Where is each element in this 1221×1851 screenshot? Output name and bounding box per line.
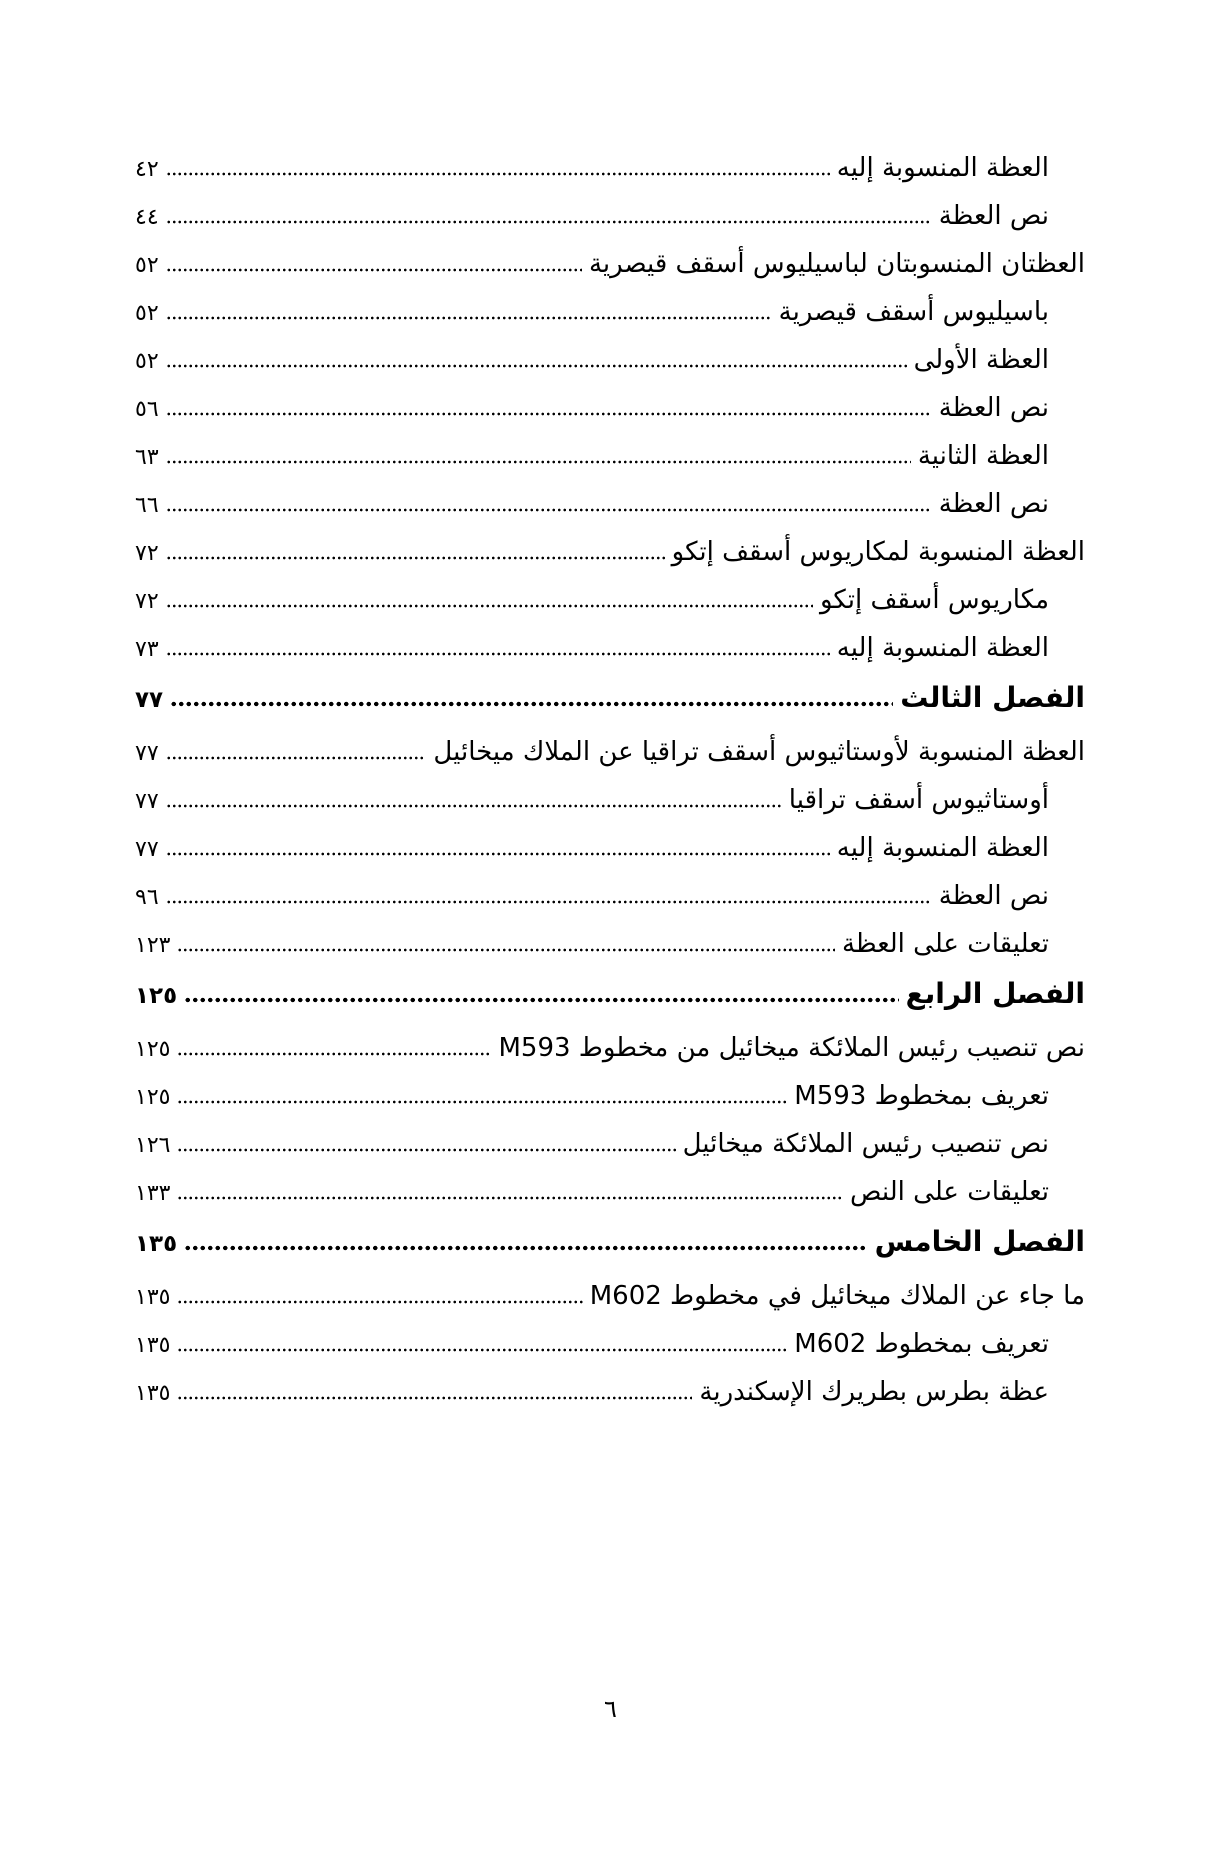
toc-entry-page-number: ٧٣ — [135, 637, 159, 662]
toc-entry-subitem — [135, 488, 1085, 536]
toc-entry-page-number: ٥٢ — [135, 301, 159, 326]
toc-entry-item — [135, 736, 1085, 784]
toc-entry-page-number: ٦٣ — [135, 445, 159, 470]
toc-entry-subitem — [135, 296, 1085, 344]
dotted-leader — [184, 997, 899, 1003]
toc-entry-subitem — [135, 1328, 1085, 1376]
toc-entry-title: تعريف بمخطوط M602 — [794, 1329, 1049, 1359]
toc-entry-subitem — [135, 344, 1085, 392]
toc-entry-title: العظتان المنسوبتان لباسيليوس أسقف قيصرية — [588, 249, 1085, 279]
toc-entry-chapter — [135, 680, 1085, 736]
toc-entry-page-number: ١٣٥ — [135, 1333, 171, 1358]
toc-entry-subitem — [135, 1128, 1085, 1176]
toc-entry-subitem — [135, 200, 1085, 248]
footer-page-number: ٦ — [604, 1695, 617, 1723]
dotted-leader — [170, 701, 893, 707]
dotted-leader — [166, 852, 830, 856]
toc-entry-title: الفصل الثالث — [900, 681, 1085, 714]
dotted-leader — [177, 1300, 582, 1304]
toc-entry-page-number: ٤٢ — [135, 157, 159, 182]
toc-entry-page-number: ٧٧ — [135, 687, 164, 713]
toc-entry-page-number: ٦٦ — [135, 493, 159, 518]
toc-entry-title: نص تنصيب رئيس الملائكة ميخائيل — [682, 1129, 1049, 1159]
dotted-leader — [166, 268, 582, 272]
toc-entry-title: العظة المنسوبة لمكاريوس أسقف إتكو — [671, 537, 1085, 567]
toc-entry-title: نص العظة — [938, 201, 1049, 231]
toc-entry-title: تعليقات على العظة — [841, 929, 1049, 959]
toc-entry-item — [135, 1280, 1085, 1328]
toc-entry-page-number: ١٣٥ — [135, 1285, 171, 1310]
table-of-contents — [135, 152, 1085, 1424]
toc-entry-subitem — [135, 880, 1085, 928]
toc-entry-title: العظة الثانية — [917, 441, 1049, 471]
toc-entry-title: مكاريوس أسقف إتكو — [819, 585, 1049, 615]
toc-entry-title: العظة الأولى — [913, 345, 1049, 375]
toc-entry-subitem — [135, 784, 1085, 832]
toc-entry-title: باسيليوس أسقف قيصرية — [778, 297, 1049, 327]
toc-entry-item — [135, 536, 1085, 584]
toc-entry-title: تعليقات على النص — [850, 1177, 1049, 1207]
toc-entry-title: نص العظة — [938, 881, 1049, 911]
dotted-leader — [166, 900, 932, 904]
dotted-leader — [166, 556, 665, 560]
toc-entry-item — [135, 1032, 1085, 1080]
toc-entry-subitem — [135, 152, 1085, 200]
toc-entry-page-number: ٥٢ — [135, 349, 159, 374]
toc-entry-title: العظة المنسوبة لأوستاثيوس أسقف تراقيا عن الملاك ميخائيل — [433, 737, 1085, 767]
toc-entry-page-number: ١٣٥ — [135, 1231, 178, 1257]
toc-entry-title: نص العظة — [938, 489, 1049, 519]
toc-entry-title: نص تنصيب رئيس الملائكة ميخائيل من مخطوط M593 — [498, 1033, 1085, 1063]
toc-entry-page-number: ٧٢ — [135, 589, 159, 614]
toc-entry-title: العظة المنسوبة إليه — [836, 153, 1049, 183]
toc-entry-subitem — [135, 1176, 1085, 1224]
toc-entry-subitem — [135, 392, 1085, 440]
dotted-leader — [166, 460, 911, 464]
toc-entry-page-number: ٧٧ — [135, 837, 159, 862]
dotted-leader — [177, 948, 834, 952]
toc-entry-subitem — [135, 440, 1085, 488]
dotted-leader — [166, 220, 932, 224]
dotted-leader — [177, 1052, 491, 1056]
toc-entry-page-number: ٥٢ — [135, 253, 159, 278]
dotted-leader — [166, 172, 830, 176]
toc-entry-chapter — [135, 976, 1085, 1032]
toc-entry-page-number: ١٣٥ — [135, 1381, 171, 1406]
toc-entry-page-number: ٥٦ — [135, 397, 159, 422]
dotted-leader — [177, 1396, 692, 1400]
toc-entry-title: الفصل الخامس — [874, 1225, 1085, 1258]
dotted-leader — [166, 652, 830, 656]
toc-entry-title: نص العظة — [938, 393, 1049, 423]
toc-entry-subitem — [135, 584, 1085, 632]
toc-entry-page-number: ١٢٦ — [135, 1133, 171, 1158]
toc-entry-subitem — [135, 1080, 1085, 1128]
toc-entry-subitem — [135, 832, 1085, 880]
toc-entry-page-number: ١٣٣ — [135, 1181, 171, 1206]
dotted-leader — [166, 316, 772, 320]
dotted-leader — [184, 1245, 868, 1251]
dotted-leader — [166, 604, 813, 608]
toc-entry-title: ما جاء عن الملاك ميخائيل في مخطوط M602 — [589, 1281, 1085, 1311]
toc-entry-subitem — [135, 632, 1085, 680]
dotted-leader — [166, 804, 782, 808]
toc-entry-subitem — [135, 928, 1085, 976]
dotted-leader — [166, 756, 427, 760]
toc-entry-page-number: ٤٤ — [135, 205, 159, 230]
toc-entry-page-number: ١٢٥ — [135, 983, 178, 1009]
toc-entry-subitem — [135, 1376, 1085, 1424]
toc-entry-chapter — [135, 1224, 1085, 1280]
page-footer — [0, 1695, 1221, 1723]
dotted-leader — [166, 412, 932, 416]
toc-entry-page-number: ١٢٥ — [135, 1085, 171, 1110]
dotted-leader — [166, 364, 907, 368]
toc-entry-title: تعريف بمخطوط M593 — [794, 1081, 1049, 1111]
dotted-leader — [177, 1348, 787, 1352]
toc-entry-item — [135, 248, 1085, 296]
dotted-leader — [177, 1100, 787, 1104]
toc-entry-title: الفصل الرابع — [905, 977, 1085, 1010]
toc-entry-title: العظة المنسوبة إليه — [836, 833, 1049, 863]
toc-entry-page-number: ٧٧ — [135, 789, 159, 814]
dotted-leader — [166, 508, 932, 512]
toc-entry-page-number: ١٢٣ — [135, 933, 171, 958]
toc-entry-title: العظة المنسوبة إليه — [836, 633, 1049, 663]
toc-entry-title: أوستاثيوس أسقف تراقيا — [788, 785, 1049, 815]
toc-entry-page-number: ٧٢ — [135, 541, 159, 566]
toc-entry-title: عظة بطرس بطريرك الإسكندرية — [699, 1377, 1049, 1407]
toc-entry-page-number: ٩٦ — [135, 885, 159, 910]
dotted-leader — [177, 1196, 843, 1200]
dotted-leader — [177, 1148, 675, 1152]
toc-entry-page-number: ١٢٥ — [135, 1037, 171, 1062]
toc-entry-page-number: ٧٧ — [135, 741, 159, 766]
